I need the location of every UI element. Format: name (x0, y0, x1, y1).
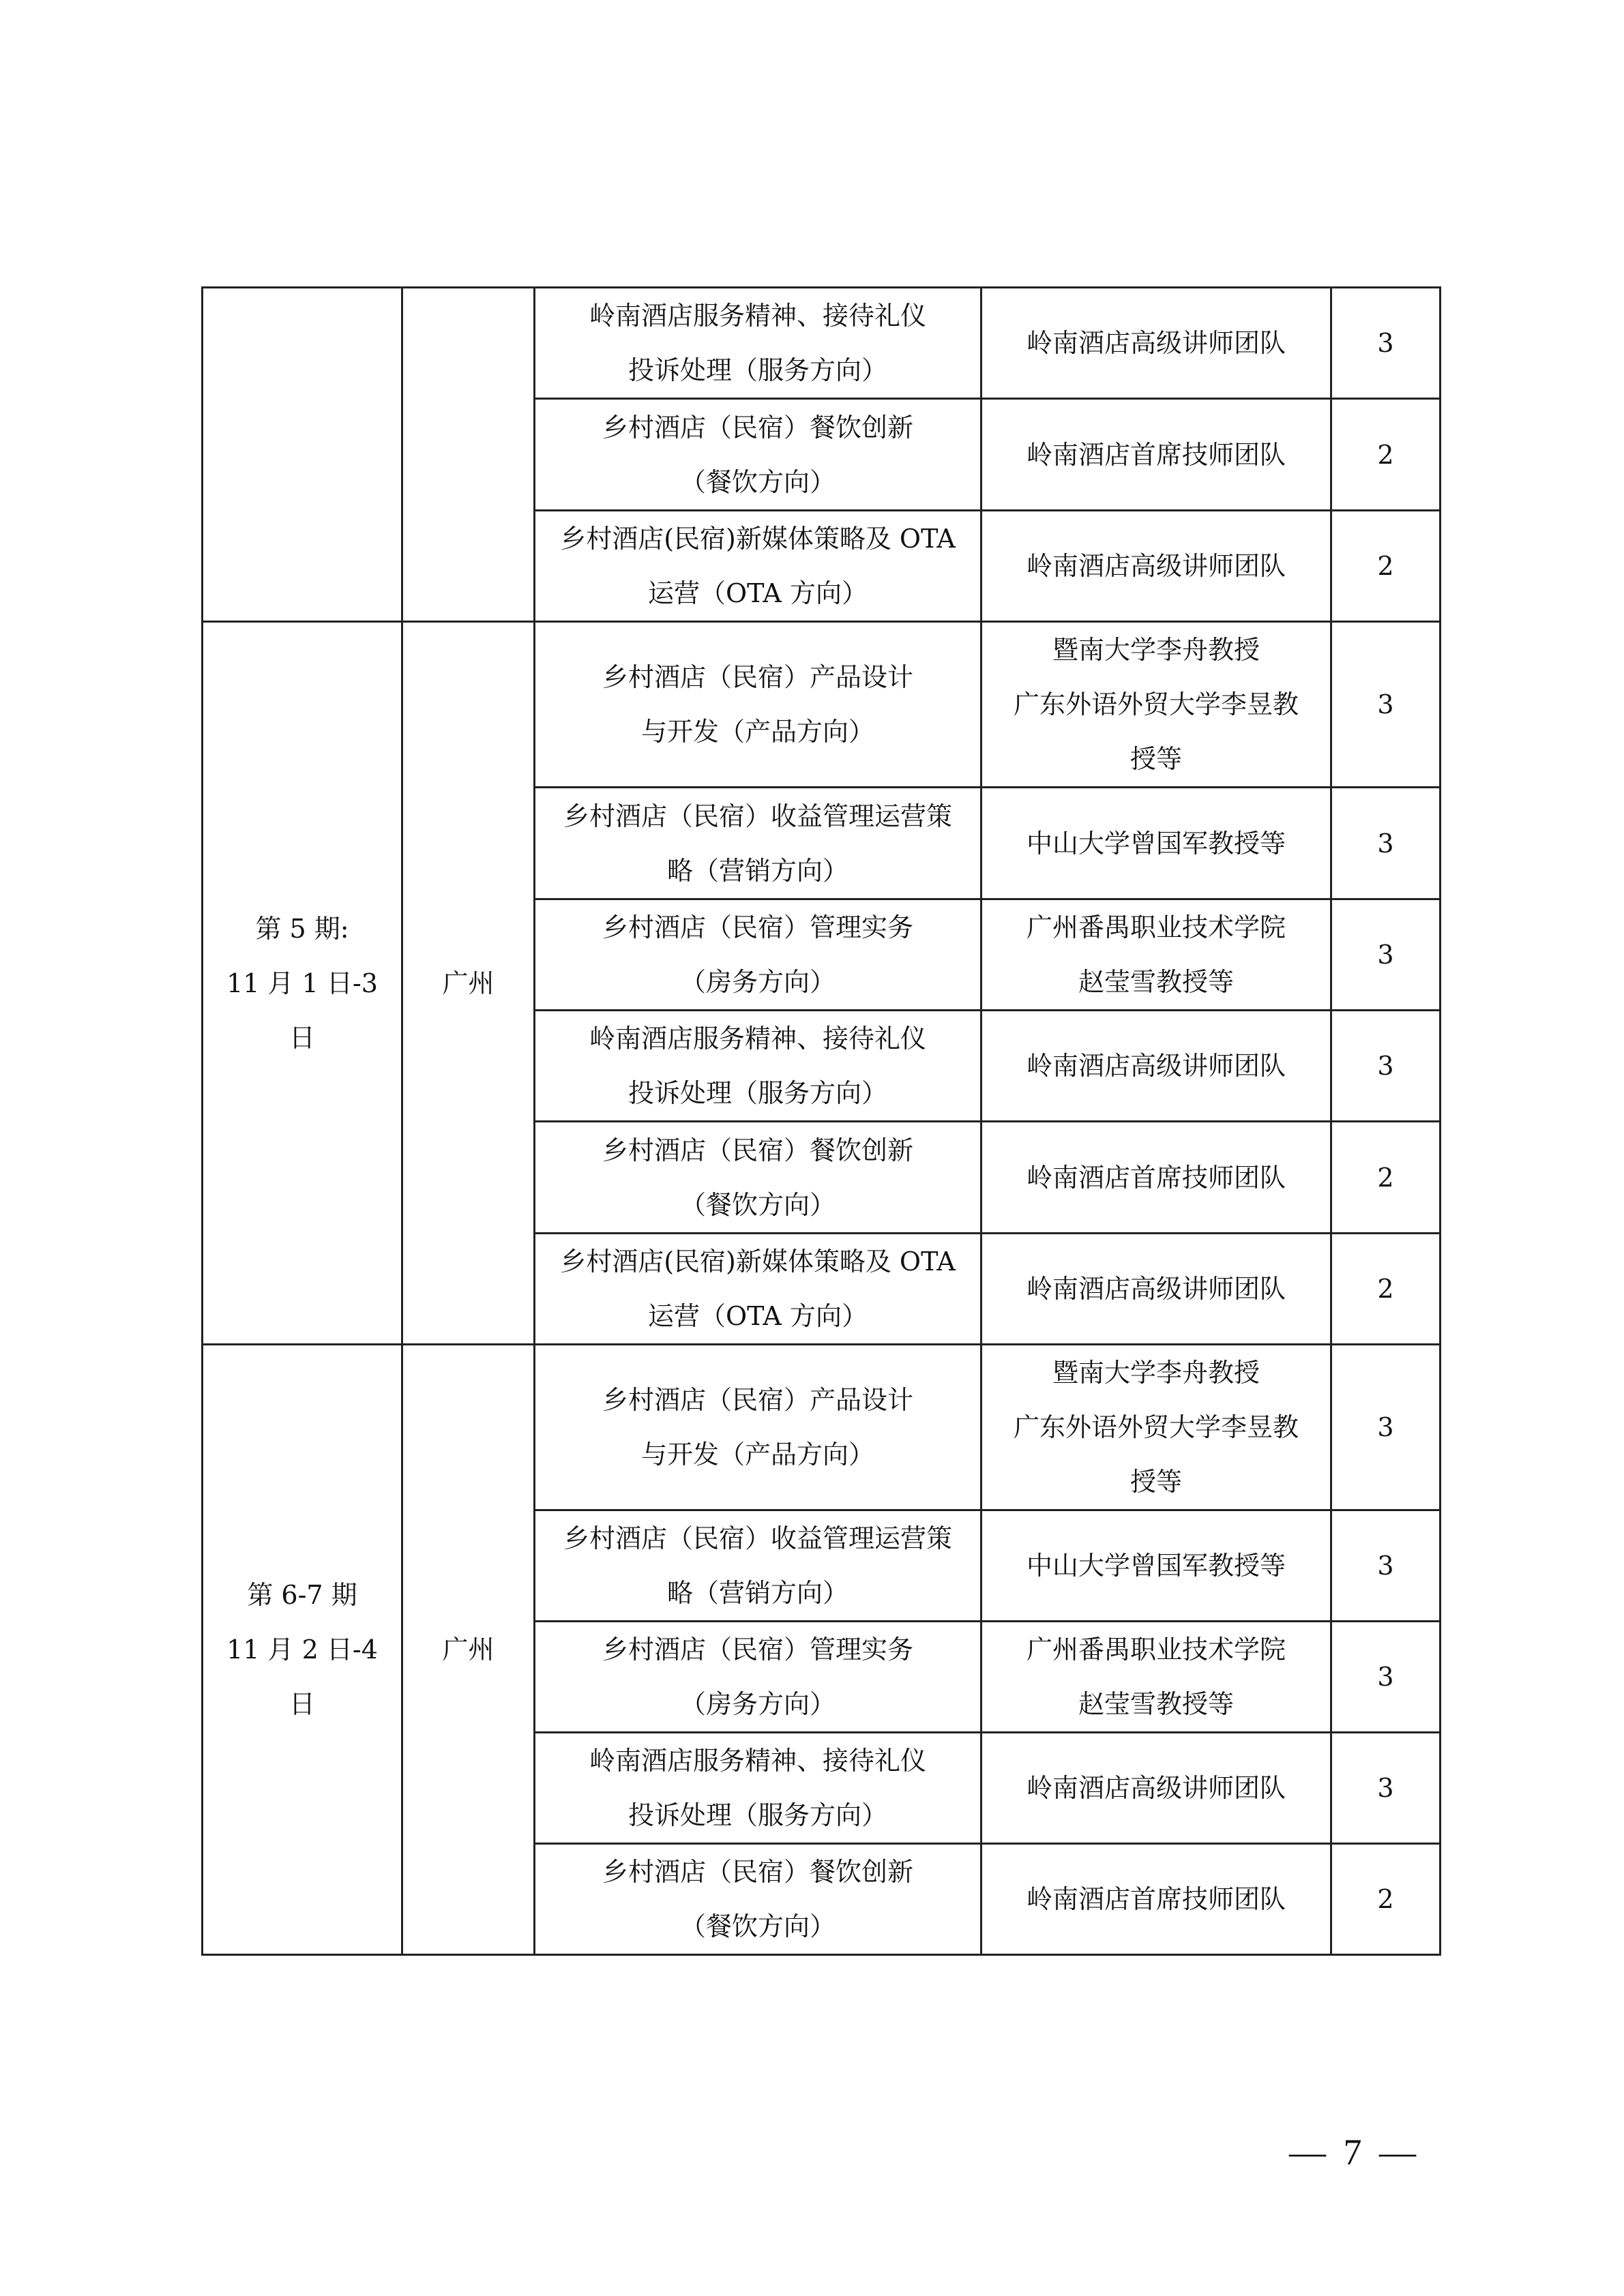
teacher-cell-line: 授等 (1130, 744, 1182, 774)
teacher-cell-line: 岭南酒店首席技师团队 (1026, 1884, 1286, 1914)
course-cell-line: 略（营销方向） (666, 1578, 848, 1608)
hours-cell: 2 (1331, 1122, 1441, 1234)
period-cell (203, 622, 402, 1345)
teacher-cell (981, 511, 1331, 622)
table-body (203, 288, 1441, 1955)
course-cell-line: 投诉处理（服务方向） (628, 355, 887, 385)
course-cell-line: 岭南酒店服务精神、接待礼仪 (589, 1024, 926, 1054)
teacher-cell-line: 岭南酒店首席技师团队 (1026, 439, 1286, 470)
course-cell-line: 乡村酒店（民宿）产品设计 (602, 662, 913, 692)
table-row (203, 288, 1441, 399)
teacher-cell-line: 广州番禺职业技术学院 (1026, 912, 1286, 942)
hours-cell: 3 (1331, 288, 1441, 399)
course-cell-line: 乡村酒店（民宿）产品设计 (602, 1385, 913, 1415)
period-line: 日 (289, 1022, 315, 1053)
teacher-cell (981, 1345, 1331, 1510)
teacher-cell-line: 赵莹雪教授等 (1078, 967, 1234, 997)
course-cell-line: 乡村酒店（民宿）餐饮创新 (602, 1857, 913, 1887)
teacher-cell (981, 622, 1331, 788)
teacher-cell-line: 中山大学曾国军教授等 (1026, 828, 1286, 859)
period-line: 第 6-7 期 (247, 1580, 357, 1610)
teacher-cell-line: 岭南酒店高级讲师团队 (1026, 1773, 1286, 1803)
teacher-cell-line: 岭南酒店高级讲师团队 (1026, 1274, 1286, 1304)
course-cell-line: （房务方向） (679, 1689, 836, 1719)
course-cell-line: 略（营销方向） (666, 855, 848, 886)
teacher-cell-line: 岭南酒店首席技师团队 (1026, 1162, 1286, 1193)
course-cell (535, 1122, 981, 1234)
teacher-cell (981, 288, 1331, 399)
course-cell-line: 乡村酒店（民宿）餐饮创新 (602, 412, 913, 443)
course-cell-line: 乡村酒店（民宿）收益管理运营策 (563, 801, 952, 831)
period-cell (203, 288, 402, 622)
course-cell-line: 乡村酒店（民宿）管理实务 (602, 912, 913, 942)
hours-cell: 3 (1331, 1733, 1441, 1844)
teacher-cell (981, 1510, 1331, 1622)
location-cell: 广州 (402, 622, 535, 1345)
course-cell-line: （餐饮方向） (679, 1189, 836, 1220)
period-line: 11 月 2 日-4 (226, 1635, 378, 1665)
hours-cell: 3 (1331, 1345, 1441, 1510)
course-cell-line: （餐饮方向） (679, 1911, 836, 1941)
course-cell-line: 乡村酒店（民宿）收益管理运营策 (563, 1523, 952, 1553)
course-cell-line: 岭南酒店服务精神、接待礼仪 (589, 301, 926, 331)
hours-cell: 2 (1331, 511, 1441, 622)
teacher-cell (981, 1011, 1331, 1122)
course-cell-line: 乡村酒店(民宿)新媒体策略及 OTA (560, 1247, 956, 1277)
hours-cell: 2 (1331, 399, 1441, 511)
course-cell-line: 乡村酒店(民宿)新媒体策略及 OTA (560, 524, 956, 554)
teacher-cell-line: 岭南酒店高级讲师团队 (1026, 551, 1286, 581)
location-cell (402, 288, 535, 622)
course-cell (535, 1345, 981, 1510)
location-cell: 广州 (402, 1345, 535, 1955)
course-cell (535, 899, 981, 1011)
teacher-cell (981, 788, 1331, 899)
teacher-cell (981, 1622, 1331, 1733)
teacher-cell-line: 暨南大学李舟教授 (1052, 1358, 1260, 1388)
period-line: 11 月 1 日-3 (226, 968, 378, 998)
course-cell (535, 1510, 981, 1622)
hours-cell: 3 (1331, 1510, 1441, 1622)
course-cell (535, 622, 981, 788)
teacher-cell-line: 岭南酒店高级讲师团队 (1026, 328, 1286, 358)
teacher-cell (981, 899, 1331, 1011)
teacher-cell (981, 399, 1331, 511)
period-cell (203, 1345, 402, 1955)
course-cell-line: 运营（OTA 方向） (648, 578, 868, 608)
teacher-cell-line: 暨南大学李舟教授 (1052, 635, 1260, 665)
teacher-cell-line: 广州番禺职业技术学院 (1026, 1635, 1286, 1665)
teacher-cell-line: 广东外语外贸大学李昱教 (1013, 689, 1299, 719)
course-cell-line: 与开发（产品方向） (640, 717, 874, 747)
course-cell (535, 1622, 981, 1733)
table-row (203, 622, 1441, 788)
training-schedule-table (201, 286, 1441, 1956)
hours-cell: 3 (1331, 1011, 1441, 1122)
hours-cell: 3 (1331, 788, 1441, 899)
course-cell (535, 288, 981, 399)
course-cell (535, 399, 981, 511)
course-cell (535, 1011, 981, 1122)
course-cell-line: 与开发（产品方向） (640, 1440, 874, 1470)
hours-cell: 2 (1331, 1844, 1441, 1955)
course-cell-line: 岭南酒店服务精神、接待礼仪 (589, 1746, 926, 1776)
teacher-cell-line: 中山大学曾国军教授等 (1026, 1551, 1286, 1581)
page-number: — 7 — (1289, 2132, 1420, 2173)
course-cell-line: 乡村酒店（民宿）餐饮创新 (602, 1135, 913, 1165)
teacher-cell (981, 1844, 1331, 1955)
table-row (203, 1345, 1441, 1510)
hours-cell: 3 (1331, 1622, 1441, 1733)
course-cell-line: 投诉处理（服务方向） (628, 1078, 887, 1108)
period-line: 日 (289, 1689, 315, 1719)
course-cell (535, 788, 981, 899)
teacher-cell-line: 岭南酒店高级讲师团队 (1026, 1051, 1286, 1081)
course-cell-line: （房务方向） (679, 967, 836, 997)
period-line: 第 5 期: (255, 913, 349, 944)
hours-cell: 3 (1331, 899, 1441, 1011)
course-cell-line: 乡村酒店（民宿）管理实务 (602, 1635, 913, 1665)
teacher-cell-line: 授等 (1130, 1467, 1182, 1497)
teacher-cell (981, 1234, 1331, 1345)
hours-cell: 3 (1331, 622, 1441, 788)
course-cell (535, 511, 981, 622)
teacher-cell-line: 赵莹雪教授等 (1078, 1689, 1234, 1719)
hours-cell: 2 (1331, 1234, 1441, 1345)
course-cell-line: 运营（OTA 方向） (648, 1301, 868, 1331)
course-cell (535, 1234, 981, 1345)
course-cell-line: 投诉处理（服务方向） (628, 1800, 887, 1830)
course-cell-line: （餐饮方向） (679, 466, 836, 497)
teacher-cell-line: 广东外语外贸大学李昱教 (1013, 1412, 1299, 1442)
course-cell (535, 1844, 981, 1955)
course-cell (535, 1733, 981, 1844)
teacher-cell (981, 1733, 1331, 1844)
teacher-cell (981, 1122, 1331, 1234)
